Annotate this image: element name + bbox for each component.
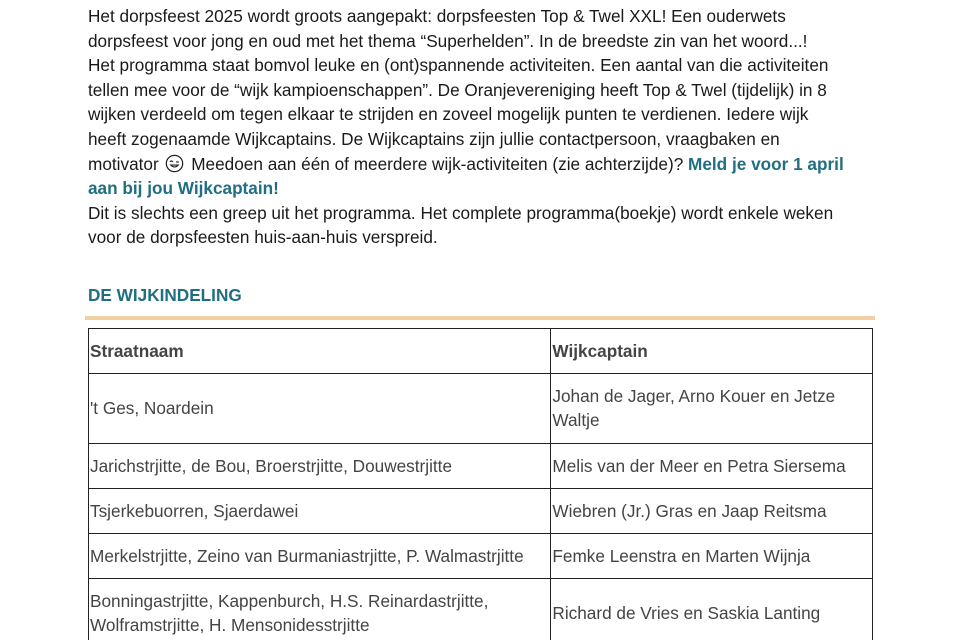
captain-text: Wiebren (Jr.) Gras en Jaap Reitsma <box>552 500 827 521</box>
captain-cell <box>551 533 873 578</box>
intro-paragraph <box>88 4 878 250</box>
street-text: Jarichstrjitte, de Bou, Broerstrjitte, Douwestrjitte <box>90 455 453 476</box>
wijk-table <box>88 328 873 640</box>
street-text: Bonningastrjitte, Kappenburch, H.S. Reinardastrjitte, <box>90 591 489 612</box>
intro-line: voor de dorpsfeesten huis-aan-huis verspreid. <box>88 227 438 248</box>
intro-line: Het dorpsfeest 2025 wordt groots aangepakt: dorpsfeesten Top & Twel XXL! Een ouderwets <box>88 6 786 26</box>
table-row <box>89 373 873 443</box>
table-row <box>89 443 873 488</box>
section-title: DE WIJKINDELING <box>88 284 242 305</box>
street-cell <box>89 578 551 640</box>
column-header-street: Straatnaam <box>89 328 551 373</box>
motivator-text: motivator <box>88 153 159 174</box>
captain-text: Melis van der Meer en Petra Siersema <box>552 455 846 476</box>
captain-cell <box>551 488 873 533</box>
captain-text: Femke Leenstra en Marten Wijnja <box>552 545 811 566</box>
captain-cell <box>551 443 873 488</box>
spacer <box>88 250 878 283</box>
street-cell <box>89 533 551 578</box>
street-cell <box>89 443 551 488</box>
intro-line: wijken verdeeld om tegen elkaar te strijden en zoveel mogelijk punten te verdienen. Iedere wijk <box>88 104 809 125</box>
column-header-captain: Wijkcaptain <box>551 328 873 373</box>
intro-line: Dit is slechts een greep uit het programma. Het complete programma(boekje) wordt enkele weken <box>88 202 834 223</box>
captain-cell <box>551 578 873 640</box>
street-text: Merkelstrjitte, Zeino van Burmaniastrjitte, P. Walmastrjitte <box>90 545 524 566</box>
intro-line: tellen mee voor de “wijk kampioenschappen”. De Oranjevereniging heeft Top & Twel (tijdelijk) in 8 <box>88 79 827 100</box>
table-header-row <box>89 328 873 373</box>
street-text-cont: Wolframstrjitte, H. Mensonidesstrjitte <box>90 615 370 636</box>
intro-line: Het programma staat bomvol leuke en (ont)spannende activiteiten. Een aantal van die activiteiten <box>88 55 829 76</box>
intro-line-motivator <box>88 152 878 177</box>
street-text: 't Ges, Noardein <box>90 398 214 419</box>
captain-cell <box>551 373 873 443</box>
captain-text-cont: Waltje <box>552 410 600 431</box>
document-page <box>88 4 878 640</box>
street-cell <box>89 488 551 533</box>
table-row <box>89 533 873 578</box>
captain-text: Richard de Vries en Saskia Lanting <box>552 603 821 624</box>
street-text: Tsjerkebuorren, Sjaerdawei <box>90 500 299 521</box>
table-row <box>89 578 873 640</box>
intro-line: heeft zogenaamde Wijkcaptains. De Wijkcaptains zijn jullie contactpersoon, vraagbaken en <box>88 128 780 149</box>
intro-after-emoji: Meedoen aan één of meerdere wijk-activiteiten (zie achterzijde)? <box>186 153 689 174</box>
table-row <box>89 488 873 533</box>
intro-line: dorpsfeest voor jong en oud met het thema “Superhelden”. In de breedste zin van het woord...! <box>88 30 808 51</box>
deadline-highlight: Meld je voor 1 april <box>688 153 844 174</box>
winking-face-icon <box>165 154 184 173</box>
street-cell <box>89 373 551 443</box>
section-divider <box>85 316 875 320</box>
captain-text: Johan de Jager, Arno Kouer en Jetze <box>552 386 836 407</box>
deadline-highlight-cont: aan bij jou Wijkcaptain! <box>88 178 279 199</box>
